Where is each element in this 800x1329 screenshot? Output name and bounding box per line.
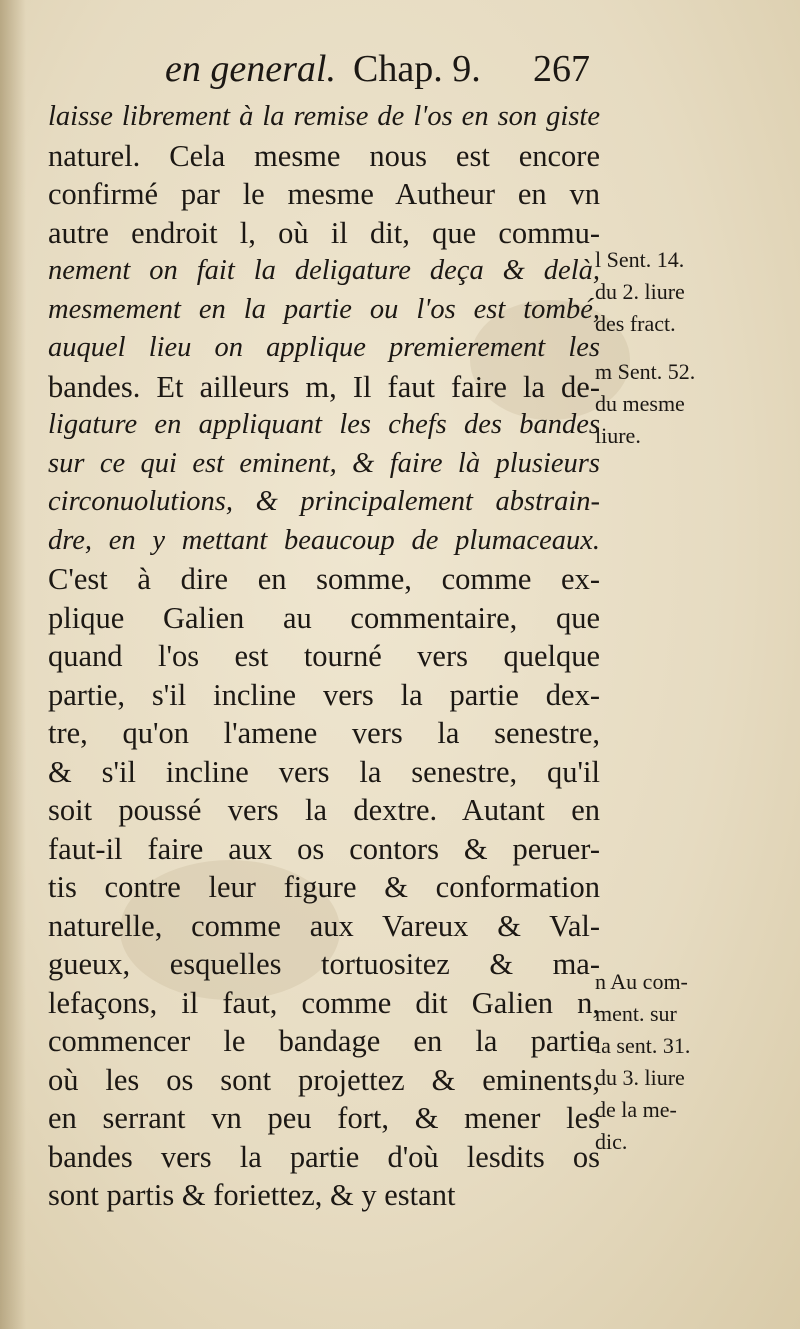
margin-note-line: ment. sur — [595, 1001, 677, 1026]
margin-note-line: l Sent. 14. — [595, 247, 685, 272]
margin-note-line: du mesme — [595, 391, 685, 416]
page-number: 267 — [533, 48, 590, 90]
margin-note-line: liure. — [595, 423, 641, 448]
margin-note-line: n Au com- — [595, 969, 688, 994]
text-line: sur ce qui est eminent, & faire là plusieurs — [48, 447, 600, 479]
running-head-chapter: Chap. 9. — [353, 48, 481, 90]
margin-note — [595, 966, 795, 1158]
margin-note-line: du 3. liure — [595, 1065, 685, 1090]
text-line: auquel lieu on applique premierement les — [48, 332, 600, 363]
page-gutter-shadow — [0, 0, 26, 1329]
text-line: quand l'os est tourné vers quelque — [48, 639, 600, 673]
text-line: tre, qu'on l'amene vers la senestre, — [48, 716, 600, 750]
running-head — [165, 44, 625, 94]
text-line: faut-il faire aux os contors & peruer- — [48, 831, 600, 866]
text-line: naturel. Cela mesme nous est encore — [48, 138, 600, 173]
text-line: partie, s'il incline vers la partie dex- — [48, 677, 600, 712]
text-line: tis contre leur figure & conformation — [48, 870, 600, 904]
margin-note-line: la sent. 31. — [595, 1033, 691, 1058]
text-line: circonuolutions, & principalement abstrain- — [48, 486, 600, 517]
text-line: confirmé par le mesme Autheur en vn — [48, 177, 600, 211]
text-line: C'est à dire en somme, comme ex- — [48, 562, 600, 596]
text-line: laisse librement à la remise de l'os en son giste — [48, 101, 600, 132]
text-line: bandes. Et ailleurs m, Il faut faire la de- — [48, 369, 600, 404]
running-head-title: en general. — [165, 48, 336, 90]
text-line: gueux, esquelles tortuositez & ma- — [48, 947, 600, 981]
margin-note — [595, 244, 795, 340]
margin-note-line: des fract. — [595, 311, 676, 336]
text-line: ligature en appliquant les chefs des bandes — [48, 409, 600, 440]
text-line: naturelle, comme aux Vareux & Val- — [48, 908, 600, 943]
text-line: lefaçons, il faut, comme dit Galien n, — [48, 985, 600, 1020]
text-line: autre endroit l, où il dit, que commu- — [48, 215, 600, 250]
text-line: sont partis & foriettez, & y estant — [48, 1178, 456, 1212]
text-line: en serrant vn peu fort, & mener les — [48, 1101, 600, 1135]
text-line: & s'il incline vers la senestre, qu'il — [48, 754, 600, 789]
text-line: où les os sont projettez & eminents, — [48, 1062, 600, 1097]
text-line: dre, en y mettant beaucoup de plumaceaux. — [48, 524, 600, 556]
text-line: soit poussé vers la dextre. Autant en — [48, 793, 600, 827]
margin-note-line: m Sent. 52. — [595, 359, 696, 384]
text-line: mesmement en la partie ou l'os est tombé, — [48, 293, 600, 325]
margin-note-line: dic. — [595, 1129, 628, 1154]
text-line: commencer le bandage en la partie — [48, 1024, 600, 1058]
margin-note-line: de la me- — [595, 1097, 677, 1122]
text-line: bandes vers la partie d'où lesdits os — [48, 1139, 600, 1174]
margin-note-line: du 2. liure — [595, 279, 685, 304]
text-line: plique Galien au commentaire, que — [48, 600, 600, 635]
margin-note — [595, 356, 795, 452]
text-line: nement on fait la deligature deça & delà, — [48, 255, 600, 286]
